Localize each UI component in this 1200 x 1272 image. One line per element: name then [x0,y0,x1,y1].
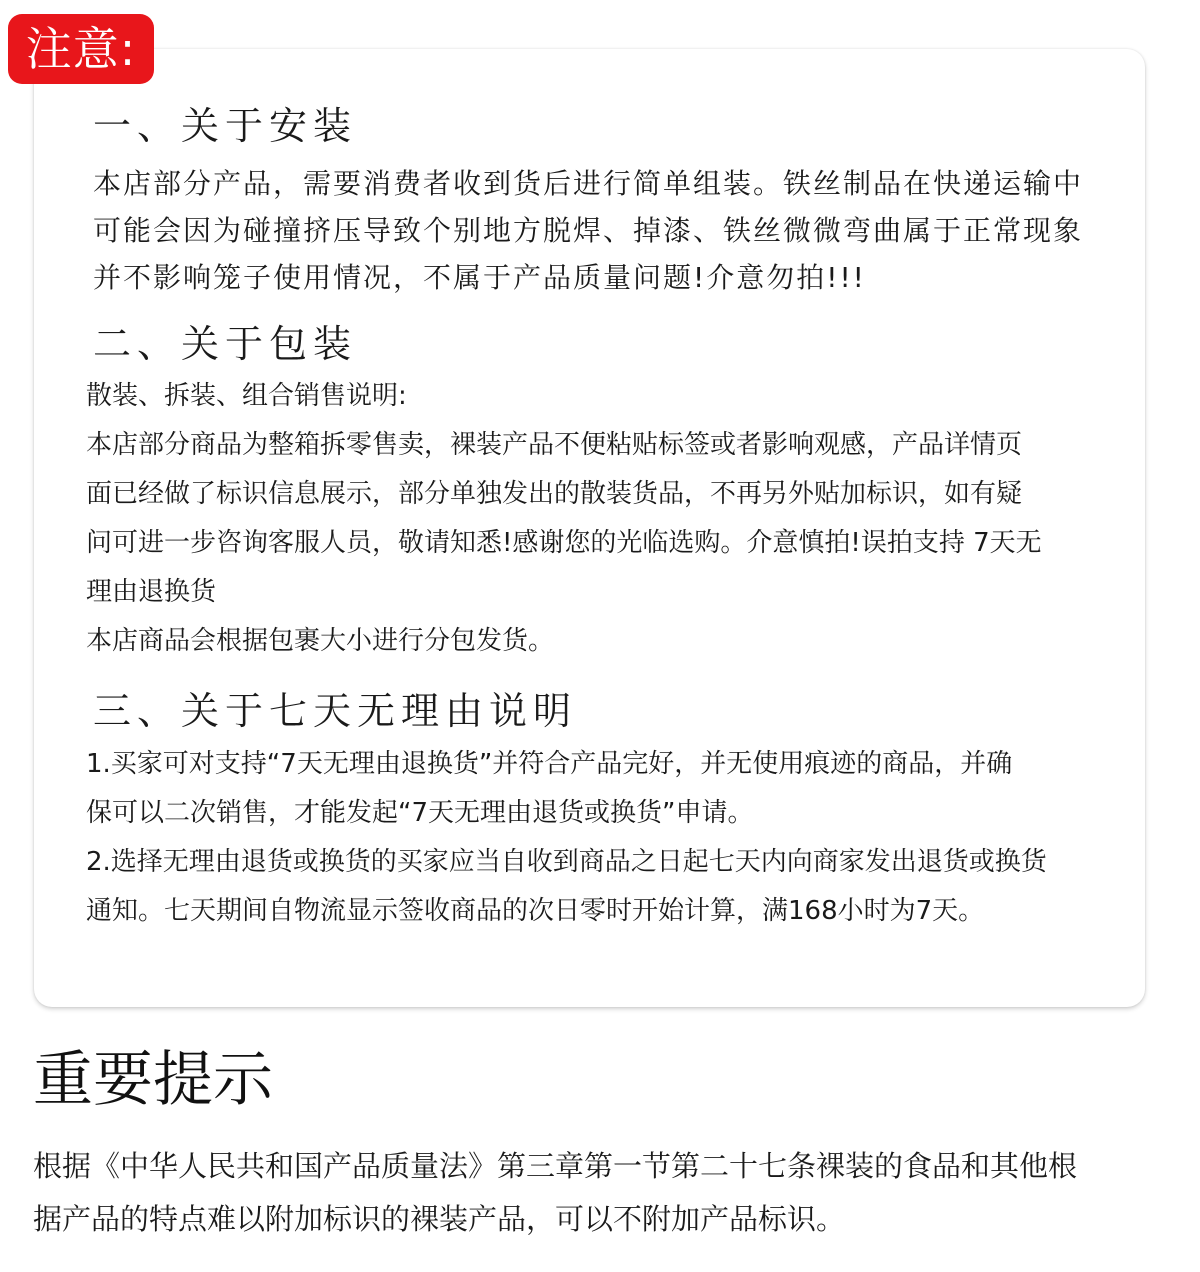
seven-day-line: 2.选择无理由退货或换货的买家应当自收到商品之日起七天内向商家发出退货或换货 [86,847,1047,877]
installation-heading: 一、关于安装 [93,104,358,148]
installation-line: 本店部分产品，需要消费者收到货后进行简单组装。铁丝制品在快递运输中 [93,167,1084,200]
packaging-line: 本店部分商品为整箱拆零售卖，裸装产品不便粘贴标签或者影响观感，产品详情页 [86,430,1023,460]
important-title: 重要提示 [33,1045,273,1115]
seven-day-line: 保可以二次销售，才能发起“7天无理由退货或换货”申请。 [86,798,754,828]
installation-body [93,160,1123,301]
split-shipping-text: 本店商品会根据包裹大小进行分包发货。 [86,626,555,656]
packaging-subheading-text: 散装、拆装、组合销售说明: [86,381,407,411]
packaging-line: 问可进一步咨询客服人员，敬请知悉!感谢您的光临选购。介意慎拍!误拍支持 7天无 [86,528,1042,558]
packaging-heading: 二、关于包装 [93,322,358,366]
split-shipping-note [86,617,1116,666]
important-line: 根据《中华人民共和国产品质量法》第三章第一节第二十七条裸装的食品和其他根 [33,1149,1078,1183]
seven-day-body [86,740,1126,936]
packaging-line: 面已经做了标识信息展示，部分单独发出的散装货品，不再另外贴加标识，如有疑 [86,479,1023,509]
notice-badge: 注意: [8,14,154,84]
packaging-body [86,421,1116,617]
seven-day-heading: 三、关于七天无理由说明 [93,689,578,733]
important-line: 据产品的特点难以附加标识的裸装产品，可以不附加产品标识。 [33,1202,846,1236]
important-body [33,1140,1183,1246]
seven-day-line: 通知。七天期间自物流显示签收商品的次日零时开始计算，满168小时为7天。 [86,896,985,926]
installation-line: 并不影响笼子使用情况，不属于产品质量问题!介意勿拍!!! [93,261,866,294]
packaging-subheading [86,372,1116,421]
seven-day-line: 1.买家可对支持“7天无理由退换货”并符合产品完好，并无使用痕迹的商品，并确 [86,749,1013,779]
installation-line: 可能会因为碰撞挤压导致个别地方脱焊、掉漆、铁丝微微弯曲属于正常现象 [93,214,1084,247]
packaging-line: 理由退换货 [86,577,217,607]
